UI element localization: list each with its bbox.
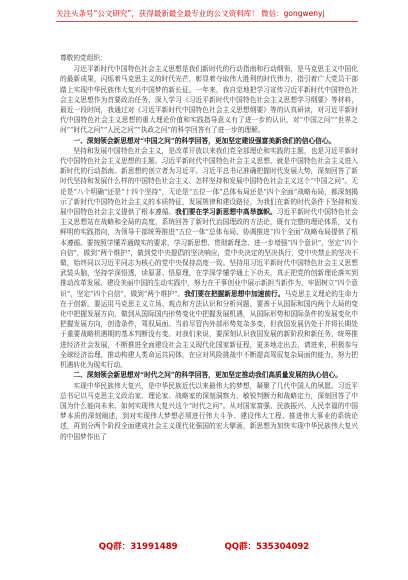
section1-bold-1: 我们要在学习新思想中高举旗帜。 — [175, 208, 277, 217]
document-body — [60, 53, 358, 442]
footer — [0, 540, 408, 552]
salutation: 尊敬的党组织： — [60, 54, 107, 62]
section1-text-c: 马克思主义理论的生命力在于创新。要运用马克思主义立场、观点和方法认识和分析问题，要善于从国际和国内两个大局的变化中把握发展方向，做到从国际国内形势变化中把握发展机遇，从国际形势和国际条件的发展变化中把握发展方向，创造条件，驾驭局面。当前尽管内外部形势复杂多变，但我国发展仍处于并将长期处于重要战略机遇期的基本判断没有变。对我们来说，要深刻认识我国发展的新阶段和新任务，统筹推进经济社会发展，不断推进全面建设社会主义现代化国家新征程，更多地走出去，请进来，积极参与全球经济治理，推动构建人类命运共同体，在应对风险挑战中不断提高驾驭复杂局面的能力，努力把机遇转化为现实行动。 — [60, 289, 359, 370]
section1-text-a: 坚持和发展中国特色社会主义，是改革开放以来我们党全部理论和实践的主题，也是习近平新时代中国特色社会主义思想的主题。习近平新时代中国特色社会主义思想，就是中国特色社会主义进入新时代的行动指南。新思想的创立者为习近平。习近平总书记准确把握时代发展大势，深刻回答了新时代坚持和发展什么样的中国特色社会主义、怎样坚持和发展中国特色社会主义这个“中国之问”。无论是“八个明确”还是“十四个坚持”，无论是“五位一体”总体布局还是“四个全面”战略布局，都深刻揭示了新时代中国特色社会主义的本质特征，发展规律和建设路径，为我们在新的时代条件下坚持和发展中国特色社会主义提供了根本遵循。 — [60, 146, 358, 217]
intro-paragraph: 习近平新时代中国特色社会主义思想是我们新时代的行动指南和行动纲领，是马克思主义中国化的最新成果，闪烁着马克思主义的时代光芒，彰显着夺取伟大胜利的时代伟力，指引着广大党员干部踏上实现中华民族伟大复兴中国梦的新长征。一年来，我自觉地把学习宣传习近平新时代中国特色社会主义思想作为首要政治任务，深入学习《习近平新时代中国特色社会主义思想学习纲要》等材料，最近一段时间，我通过对《习近平新时代中国特色社会主义思想纲要》等的认真研读，对习近平新时代中国特色社会主义思想的重大理论价值和实践指导意义有了进一步的认识，对“中国之问”“世界之问”“时代之问”“人民之问”“执政之问”的科学回答有了进一步的理解。 — [60, 65, 358, 135]
section-heading-2: 二、深刻领会新思想对“时代之问”的科学回答，更加坚定推动我们高质量发展的执心信心。 — [73, 371, 342, 380]
section1-bold-2: 我们要在把握新思想中加速前行。 — [184, 289, 285, 298]
header-banner: 关注头条号“公文研究”，获得最新最全最专业的公文资料库！ 微信：gongwenyj — [56, 9, 325, 18]
header-rule — [56, 21, 358, 22]
footer-qq-1: QQ群：31991489 — [98, 542, 178, 552]
footer-qq-2: QQ群：535304092 — [224, 542, 310, 552]
section-heading-1: 一、深刻领会新思想对“中国之问”的科学回答，更加坚定建设强富美新我们的信心信心。 — [73, 136, 336, 145]
section1-text-b: 习近平新时代中国特色社会主义思想站在战略和全局的高度，系统回答了新时代治国理政的方法论，既有完整的理论体系，又有鲜明的实践指向，为领导干部统筹推进“五位一体”总体布局、协调推进“四个全面”战略布局提供了根本遵循。要按照学懂弄通做实的要求，学习新思想、贯彻新理念、进一步增强“四个意识”，坚定“四个自信”，做到“两个维护”，做到党中央提倡的坚决响应，党中央决定的坚决执行，党中央禁止的坚决不做，始终同以习近平同志为核心的党中央保持高度一致。坚持用习近平新时代中国特色社会主义思想武装头脑，坚持学深悟透，读原著、悟原理，在学深学懂学通上下功夫，真正把党的创新理论落实到推动改革发展、建设美丽中国的生动实践中，努力在干事创业中展示新担当新作为，牢固树立“四个意识”，坚定“四个自信”，做到“两个维护”。 — [60, 208, 359, 298]
section2-paragraph: 实现中华民族伟大复兴，是中华民族近代以来最伟大的梦想，凝聚了几代中国人的夙愿。习近平总书记以马克思主义政治家、理论家、战略家的深刻洞察力，敏锐判断力和战略定力，深刻回答了中国为什么能向未来、如何实现伟大复兴这个“时代之问”。从对国家富强、民族振兴、人民幸福的中国梦本质的深刻阐述，到对实现伟大梦想必须进行伟大斗争、建设伟大工程、推进伟大事业的系统论述，再到分两个阶段全面建成社会主义现代化强国的宏大擘画，新思想为加快实现中华民族伟大复兴的中国梦作出了 — [60, 381, 358, 441]
section1-paragraph — [60, 146, 358, 370]
